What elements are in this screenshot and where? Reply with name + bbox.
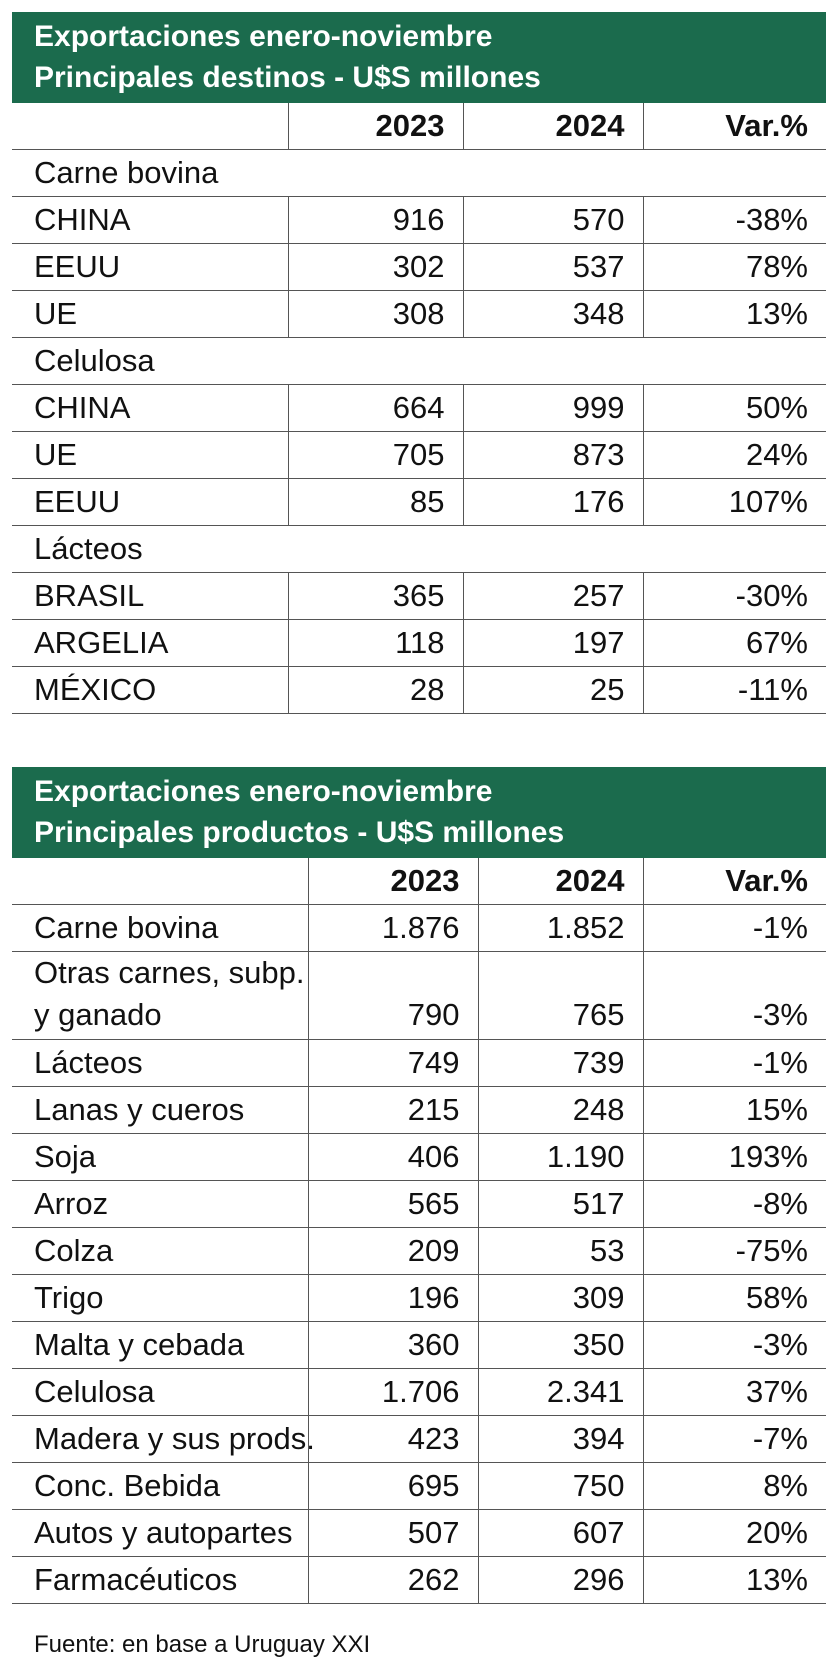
destination-label: EEUU	[12, 244, 288, 291]
value-2024: 309	[478, 1275, 643, 1322]
value-var: -3%	[643, 952, 826, 1040]
table-row	[12, 1275, 826, 1322]
value-2024: 537	[463, 244, 643, 291]
value-var: 78%	[643, 244, 826, 291]
value-2024: 176	[463, 479, 643, 526]
product-label-line2: y ganado	[34, 997, 162, 1032]
value-2024: 1.852	[478, 905, 643, 952]
value-var: 13%	[643, 1557, 826, 1604]
value-2023: 262	[308, 1557, 478, 1604]
table-row	[12, 1463, 826, 1510]
value-2023: 664	[288, 385, 463, 432]
table-row	[12, 952, 826, 1040]
destination-label: BRASIL	[12, 573, 288, 620]
product-label: Soja	[12, 1134, 308, 1181]
value-2024: 570	[463, 197, 643, 244]
table-row	[12, 1228, 826, 1275]
table-row	[12, 244, 826, 291]
section-row	[12, 338, 826, 385]
product-label: Trigo	[12, 1275, 308, 1322]
value-2023: 1.876	[308, 905, 478, 952]
product-label: Lanas y cueros	[12, 1087, 308, 1134]
header-2023: 2023	[308, 858, 478, 905]
value-2023: 1.706	[308, 1369, 478, 1416]
destination-label: CHINA	[12, 385, 288, 432]
value-var: 15%	[643, 1087, 826, 1134]
value-2023: 749	[308, 1040, 478, 1087]
destination-label: UE	[12, 432, 288, 479]
value-var: -3%	[643, 1322, 826, 1369]
value-2024: 348	[463, 291, 643, 338]
product-label	[12, 952, 308, 1040]
value-var: -7%	[643, 1416, 826, 1463]
productos-title-line2: Principales productos - U$S millones	[34, 816, 565, 849]
table-row	[12, 905, 826, 952]
table-row	[12, 385, 826, 432]
value-2024: 607	[478, 1510, 643, 1557]
value-var: 13%	[643, 291, 826, 338]
value-var: -38%	[643, 197, 826, 244]
value-var: -1%	[643, 1040, 826, 1087]
table-row	[12, 432, 826, 479]
header-2023: 2023	[288, 103, 463, 150]
section-row	[12, 150, 826, 197]
destinos-title-line2: Principales destinos - U$S millones	[34, 61, 541, 94]
section-label: Carne bovina	[12, 150, 826, 197]
value-2023: 406	[308, 1134, 478, 1181]
section-label: Celulosa	[12, 338, 826, 385]
value-2023: 705	[288, 432, 463, 479]
value-var: 107%	[643, 479, 826, 526]
productos-title-banner	[12, 767, 826, 858]
value-2024: 350	[478, 1322, 643, 1369]
product-label: Autos y autopartes	[12, 1510, 308, 1557]
table-row	[12, 667, 826, 714]
destination-label: CHINA	[12, 197, 288, 244]
value-2024: 2.341	[478, 1369, 643, 1416]
value-2024: 296	[478, 1557, 643, 1604]
productos-table	[12, 858, 826, 1604]
product-label: Lácteos	[12, 1040, 308, 1087]
destinos-panel	[12, 12, 826, 714]
table-row	[12, 620, 826, 667]
value-2024: 517	[478, 1181, 643, 1228]
table-row	[12, 1557, 826, 1604]
productos-title-line1: Exportaciones enero-noviembre	[34, 775, 493, 808]
product-label-line1: Otras carnes, subp.	[34, 955, 305, 990]
value-2024: 765	[478, 952, 643, 1040]
table-row	[12, 479, 826, 526]
header-var: Var.%	[643, 858, 826, 905]
value-2023: 215	[308, 1087, 478, 1134]
value-var: 20%	[643, 1510, 826, 1557]
destinos-title-line1: Exportaciones enero-noviembre	[34, 20, 493, 53]
product-label: Madera y sus prods.	[12, 1416, 308, 1463]
productos-panel	[12, 767, 826, 1604]
value-2024: 197	[463, 620, 643, 667]
value-2023: 790	[308, 952, 478, 1040]
destinos-title-banner	[12, 12, 826, 103]
value-var: -1%	[643, 905, 826, 952]
value-2024: 750	[478, 1463, 643, 1510]
header-blank	[12, 103, 288, 150]
value-2023: 916	[288, 197, 463, 244]
destination-label: UE	[12, 291, 288, 338]
product-label: Farmacéuticos	[12, 1557, 308, 1604]
table-row	[12, 1322, 826, 1369]
product-label: Colza	[12, 1228, 308, 1275]
header-2024: 2024	[478, 858, 643, 905]
destination-label: ARGELIA	[12, 620, 288, 667]
value-var: 37%	[643, 1369, 826, 1416]
value-2023: 365	[288, 573, 463, 620]
value-2023: 302	[288, 244, 463, 291]
value-var: -30%	[643, 573, 826, 620]
table-row	[12, 573, 826, 620]
value-2023: 209	[308, 1228, 478, 1275]
header-blank	[12, 858, 308, 905]
value-var: 58%	[643, 1275, 826, 1322]
table-row	[12, 1416, 826, 1463]
destination-label: MÉXICO	[12, 667, 288, 714]
value-var: 50%	[643, 385, 826, 432]
value-2024: 25	[463, 667, 643, 714]
value-2024: 53	[478, 1228, 643, 1275]
header-2024: 2024	[463, 103, 643, 150]
value-var: -75%	[643, 1228, 826, 1275]
product-label: Conc. Bebida	[12, 1463, 308, 1510]
value-2024: 999	[463, 385, 643, 432]
value-2024: 248	[478, 1087, 643, 1134]
table-row	[12, 1369, 826, 1416]
value-2024: 1.190	[478, 1134, 643, 1181]
product-label: Carne bovina	[12, 905, 308, 952]
value-var: -8%	[643, 1181, 826, 1228]
destination-label: EEUU	[12, 479, 288, 526]
product-label: Arroz	[12, 1181, 308, 1228]
header-var: Var.%	[643, 103, 826, 150]
value-2024: 739	[478, 1040, 643, 1087]
table-row	[12, 197, 826, 244]
value-2023: 695	[308, 1463, 478, 1510]
value-2023: 196	[308, 1275, 478, 1322]
table-row	[12, 1510, 826, 1557]
value-2023: 308	[288, 291, 463, 338]
source-footnote: Fuente: en base a Uruguay XXI	[34, 1631, 371, 1658]
value-var: 193%	[643, 1134, 826, 1181]
product-label: Malta y cebada	[12, 1322, 308, 1369]
value-2023: 423	[308, 1416, 478, 1463]
section-label: Lácteos	[12, 526, 826, 573]
value-2023: 85	[288, 479, 463, 526]
value-var: 24%	[643, 432, 826, 479]
value-2024: 394	[478, 1416, 643, 1463]
value-2024: 873	[463, 432, 643, 479]
product-label: Celulosa	[12, 1369, 308, 1416]
value-2023: 28	[288, 667, 463, 714]
value-2023: 565	[308, 1181, 478, 1228]
value-2023: 360	[308, 1322, 478, 1369]
table-row	[12, 1040, 826, 1087]
value-2023: 118	[288, 620, 463, 667]
value-var: 8%	[643, 1463, 826, 1510]
table-row	[12, 291, 826, 338]
destinos-table	[12, 103, 826, 714]
value-2023: 507	[308, 1510, 478, 1557]
header-row	[12, 858, 826, 905]
header-row	[12, 103, 826, 150]
value-var: 67%	[643, 620, 826, 667]
table-row	[12, 1087, 826, 1134]
table-row	[12, 1181, 826, 1228]
table-row	[12, 1134, 826, 1181]
value-2024: 257	[463, 573, 643, 620]
value-var: -11%	[643, 667, 826, 714]
section-row	[12, 526, 826, 573]
